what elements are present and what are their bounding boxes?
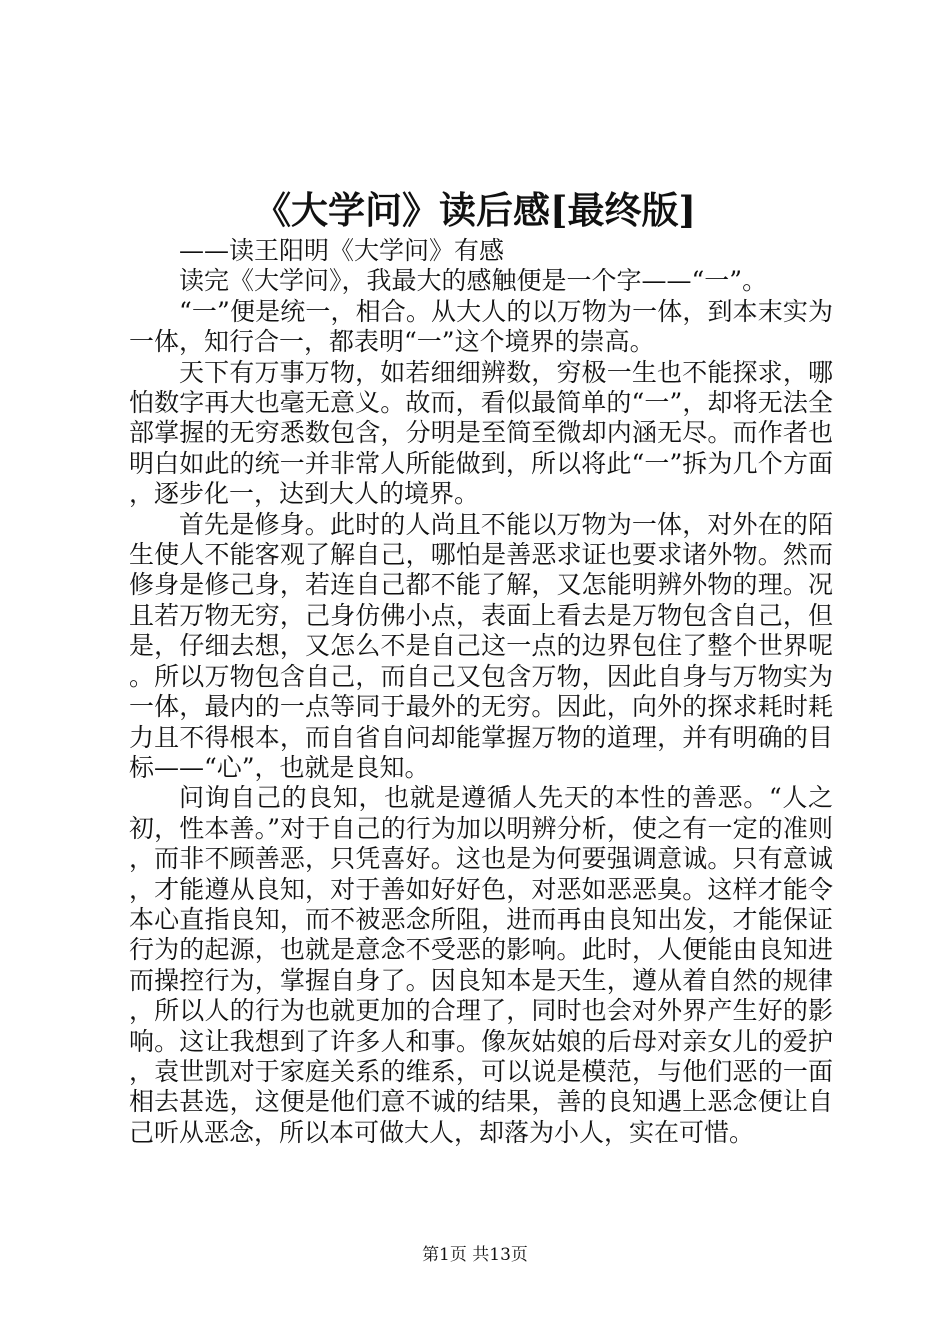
paragraph: 读完《大学问》，我最大的感触便是一个字——“一”。 bbox=[179, 266, 768, 296]
paragraph: “一”便是统一，相合。从大人的以万物为一体，到本末实为一体，知行合一，都表明“一”这个境界的崇高。 bbox=[129, 296, 833, 357]
subtitle: ——读王阳明《大学问》有感 bbox=[179, 236, 505, 265]
paragraph: 问询自己的良知，也就是遵循人先天的本性的善恶。“人之初，性本善。”对于自己的行为加以明辨分析，使之有一定的准则，而非不顾善恶，只凭喜好。这也是为何要强调意诚。只有意诚，才能遵从良知，对于善如好好色，对恶如恶恶臭。这样才能令本心直指良知，而不被恶念所阻，进而再由良知出发，才能保证行为的起源，也就是意念不受恶的影响。此时，人便能由良知进而操控行为，掌握自身了。因良知本是天生，遵从着自然的规律，所以人的行为也就更加的合理了，同时也会对外界产生好的影响。这让我想到了许多人和事。像灰姑娘的后母对亲女儿的爱护，袁世凯对于家庭关系的维系，可以说是模范，与他们恶的一面相去甚选，这便是他们意不诚的结果，善的良知遇上恶念便让自己听从恶念，所以本可做大人，却落为小人，实在可惜。 bbox=[129, 783, 833, 1147]
paragraph: 首先是修身。此时的人尚且不能以万物为一体，对外在的陌生使人不能客观了解自己，哪怕是善恶求证也要求诸外物。然而修身是修己身，若连自己都不能了解，又怎能明辨外物的理。况且若万物无穷，己身仿佛小点，表面上看去是万物包含自己，但是，仔细去想，又怎么不是自己这一点的边界包住了整个世界呢。所以万物包含自己，而自己又包含万物，因此自身与万物实为一体，最内的一点等同于最外的无穷。因此，向外的探求耗时耗力且不得根本，而自省自问却能掌握万物的道理，并有明确的目标——“心”，也就是良知。 bbox=[129, 509, 833, 782]
paragraph: 天下有万事万物，如若细细辨数，穷极一生也不能探求，哪怕数字再大也毫无意义。故而，看似最简单的“一”，却将无法全部掌握的无穷悉数包含，分明是至简至微却内涵无尽。而作者也明白如此的统一并非常人所能做到，所以将此“一”拆为几个方面，逐步化一，达到大人的境界。 bbox=[129, 357, 833, 509]
document-title: 《大学问》读后感[最终版] bbox=[253, 188, 696, 232]
page-footer: 第1页 共13页 bbox=[422, 1245, 528, 1265]
document-body bbox=[129, 236, 833, 1148]
